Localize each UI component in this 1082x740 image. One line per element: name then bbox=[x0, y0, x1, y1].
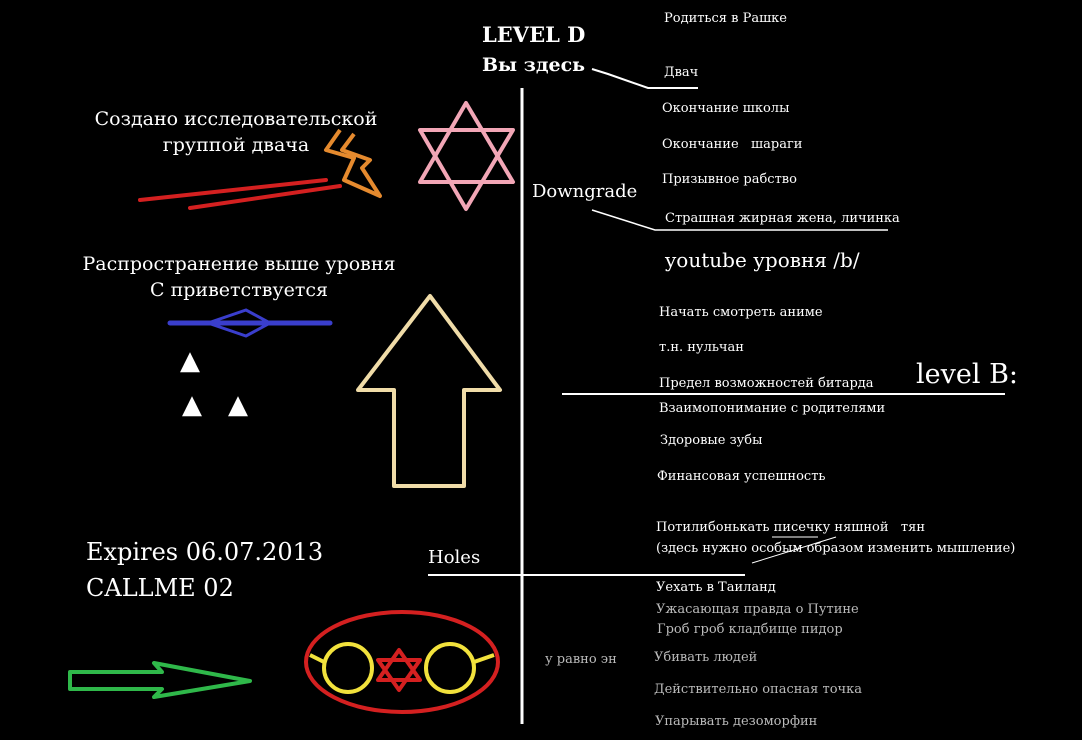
holes-label: Holes bbox=[428, 547, 481, 568]
level-b-label: level B: bbox=[916, 359, 1019, 390]
list-item: Упарывать дезоморфин bbox=[655, 714, 818, 729]
list-item: Действительно опасная точка bbox=[654, 682, 862, 697]
red-stroke bbox=[140, 180, 326, 200]
list-item: Призывное рабство bbox=[662, 172, 797, 187]
yellow-ring-icon bbox=[426, 644, 474, 692]
triforce-icon: ▲ bbox=[180, 346, 200, 376]
list-item: Уехать в Таиланд bbox=[656, 580, 776, 595]
list-item: Двач bbox=[664, 65, 699, 80]
yellow-stroke bbox=[474, 655, 494, 662]
callme-text: CALLME 02 bbox=[86, 574, 234, 602]
list-item: Родиться в Рашке bbox=[664, 11, 787, 26]
list-item: Финансовая успешность bbox=[657, 469, 826, 484]
up-arrow-icon bbox=[358, 296, 500, 486]
list-item: Ужасающая правда о Путине bbox=[656, 602, 859, 617]
red-star-icon bbox=[378, 650, 420, 680]
right-arrow-icon bbox=[70, 663, 250, 697]
created-by-text: Создано исследовательской группой двача bbox=[94, 108, 378, 156]
star-of-david-icon bbox=[420, 103, 513, 182]
red-stroke bbox=[190, 186, 340, 208]
list-item: Здоровые зубы bbox=[660, 433, 763, 448]
you-are-here-label: Вы здесь bbox=[482, 54, 586, 76]
youtube-level-text: youtube уровня /b/ bbox=[665, 248, 860, 272]
list-item: Убивать людей bbox=[654, 650, 758, 665]
list-item: Окончание школы bbox=[662, 101, 790, 116]
list-item: т.н. нульчан bbox=[659, 340, 744, 355]
triforce-icon: ▲ bbox=[182, 390, 202, 420]
spread-text: Распространение выше уровня С приветствуется bbox=[82, 253, 396, 301]
red-star-icon bbox=[378, 660, 420, 690]
list-item: Страшная жирная жена, личинка bbox=[665, 211, 900, 226]
yellow-ring-icon bbox=[324, 644, 372, 692]
list-item: (здесь нужно особым образом изменить мышление) bbox=[656, 541, 1016, 556]
list-item: Окончание шараги bbox=[662, 137, 803, 152]
list-item: Гроб гроб кладбище пидор bbox=[657, 622, 843, 637]
star-of-david-icon bbox=[420, 130, 513, 209]
triforce-icon: ▲ bbox=[228, 390, 248, 420]
yellow-stroke bbox=[310, 655, 324, 662]
list-item: Потилибонькать писечку няшной тян bbox=[656, 520, 925, 535]
list-item: Предел возможностей битарда bbox=[659, 376, 874, 391]
list-item: Взаимопонимание с родителями bbox=[659, 401, 886, 416]
list-item: Начать смотреть аниме bbox=[659, 305, 823, 320]
expires-text: Expires 06.07.2013 bbox=[86, 538, 324, 566]
level-d-label: LEVEL D bbox=[482, 22, 586, 47]
downgrade-label: Downgrade bbox=[532, 181, 638, 202]
y-equals-n-label: у равно эн bbox=[545, 652, 617, 667]
